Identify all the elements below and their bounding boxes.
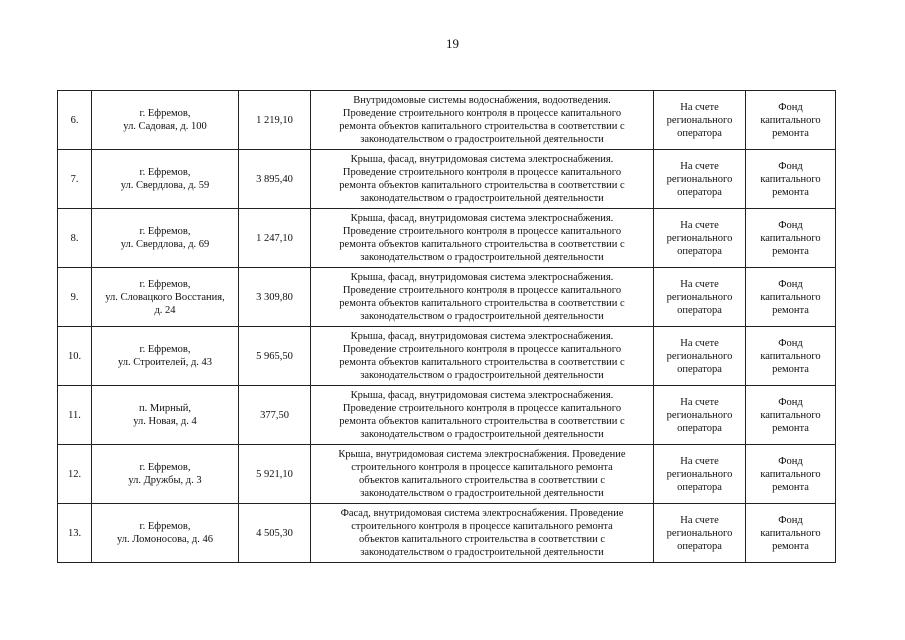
account-line: оператора	[677, 186, 722, 198]
account-cell	[654, 209, 746, 268]
address-line: г. Ефремов,	[139, 462, 191, 473]
works-line: Крыша, фасад, внутридомовая система электроснабжения.	[350, 272, 614, 283]
works-cell	[311, 386, 654, 445]
row-number: 7.	[58, 150, 92, 209]
account-line: регионального	[666, 527, 733, 539]
funding-line: ремонта	[772, 540, 809, 552]
works-line: законодательством о градостроительной деятельности	[360, 488, 604, 499]
funding-line: ремонта	[772, 422, 809, 434]
address-cell	[92, 327, 239, 386]
works-line: Проведение строительного контроля в процессе капитального	[342, 108, 622, 119]
table-row	[58, 504, 836, 563]
funding-line: Фонд	[778, 455, 803, 467]
account-cell	[654, 445, 746, 504]
funding-line: капитального	[760, 527, 821, 539]
account-cell	[654, 268, 746, 327]
address-line: ул. Строителей, д. 43	[117, 357, 213, 368]
table-row	[58, 91, 836, 150]
address-line: ул. Словацкого Восстания,	[105, 291, 225, 303]
works-line: Крыша, фасад, внутридомовая система электроснабжения.	[350, 390, 614, 401]
account-line: оператора	[677, 540, 722, 552]
works-line: Крыша, фасад, внутридомовая система электроснабжения.	[350, 213, 614, 224]
address-cell	[92, 268, 239, 327]
works-line: законодательством о градостроительной деятельности	[360, 252, 604, 263]
address-line: г. Ефремов,	[139, 344, 191, 355]
account-line: регионального	[666, 409, 733, 421]
funding-line: Фонд	[778, 101, 803, 113]
account-line: оператора	[677, 245, 722, 257]
funding-source-cell	[746, 91, 836, 150]
works-cell	[311, 445, 654, 504]
table-row	[58, 268, 836, 327]
works-line: Крыша, фасад, внутридомовая система электроснабжения.	[350, 154, 614, 165]
row-number: 12.	[58, 445, 92, 504]
works-line: Крыша, внутридомовая система электроснабжения. Проведение	[338, 449, 626, 460]
account-line: регионального	[666, 114, 733, 126]
funding-line: ремонта	[772, 481, 809, 493]
works-line: законодательством о градостроительной деятельности	[360, 370, 604, 381]
account-cell	[654, 504, 746, 563]
account-cell	[654, 91, 746, 150]
account-line: регионального	[666, 468, 733, 480]
area-cell: 1 247,10	[239, 209, 311, 268]
works-line: ремонта объектов капитального строительства в соответствии с	[339, 239, 625, 250]
address-line: г. Ефремов,	[139, 521, 191, 532]
works-line: законодательством о градостроительной деятельности	[360, 547, 604, 558]
funding-line: капитального	[760, 291, 821, 303]
account-line: регионального	[666, 173, 733, 185]
account-line: регионального	[666, 350, 733, 362]
works-line: строительного контроля в процессе капитального ремонта	[351, 462, 613, 473]
account-line: оператора	[677, 363, 722, 375]
account-line: оператора	[677, 304, 722, 316]
works-line: Проведение строительного контроля в процессе капитального	[342, 403, 622, 414]
funding-line: ремонта	[772, 245, 809, 257]
works-line: Внутридомовые системы водоснабжения, водоотведения.	[353, 95, 611, 106]
address-line: ул. Ломоносова, д. 46	[117, 534, 213, 545]
address-line: ул. Свердлова, д. 59	[120, 180, 210, 191]
works-line: ремонта объектов капитального строительства в соответствии с	[339, 180, 625, 191]
row-number: 6.	[58, 91, 92, 150]
table-row	[58, 150, 836, 209]
account-line: На счете	[680, 337, 719, 349]
works-cell	[311, 327, 654, 386]
area-cell: 3 309,80	[239, 268, 311, 327]
account-line: На счете	[680, 514, 719, 526]
account-line: На счете	[680, 278, 719, 290]
funding-line: капитального	[760, 173, 821, 185]
row-number: 13.	[58, 504, 92, 563]
works-line: объектов капитального строительства в соответствии с	[359, 534, 605, 545]
funding-source-cell	[746, 150, 836, 209]
row-number: 11.	[58, 386, 92, 445]
funding-source-cell	[746, 445, 836, 504]
works-cell	[311, 150, 654, 209]
works-line: Проведение строительного контроля в процессе капитального	[342, 226, 622, 237]
funding-line: ремонта	[772, 186, 809, 198]
works-line: ремонта объектов капитального строительства в соответствии с	[339, 416, 625, 427]
works-line: Проведение строительного контроля в процессе капитального	[342, 344, 622, 355]
account-line: На счете	[680, 101, 719, 113]
funding-line: капитального	[760, 350, 821, 362]
works-line: ремонта объектов капитального строительства в соответствии с	[339, 298, 625, 309]
account-line: На счете	[680, 396, 719, 408]
funding-line: капитального	[760, 409, 821, 421]
address-line: г. Ефремов,	[139, 226, 191, 237]
address-cell	[92, 445, 239, 504]
works-cell	[311, 91, 654, 150]
address-line: ул. Новая, д. 4	[133, 416, 197, 427]
page-number: 19	[446, 36, 459, 51]
funding-line: Фонд	[778, 160, 803, 172]
works-line: Крыша, фасад, внутридомовая система электроснабжения.	[350, 331, 614, 342]
funding-line: ремонта	[772, 127, 809, 139]
works-line: ремонта объектов капитального строительства в соответствии с	[339, 357, 625, 368]
account-line: На счете	[680, 160, 719, 172]
row-number: 8.	[58, 209, 92, 268]
funding-line: Фонд	[778, 337, 803, 349]
address-line: ул. Садовая, д. 100	[123, 121, 207, 132]
account-line: оператора	[677, 481, 722, 493]
address-line: п. Мирный,	[139, 403, 191, 414]
funding-source-cell	[746, 504, 836, 563]
funding-line: Фонд	[778, 278, 803, 290]
address-line: д. 24	[154, 304, 176, 316]
account-line: регионального	[666, 232, 733, 244]
works-line: законодательством о градостроительной деятельности	[360, 193, 604, 204]
address-cell	[92, 91, 239, 150]
account-cell	[654, 386, 746, 445]
address-line: г. Ефремов,	[139, 108, 191, 119]
table-body	[58, 91, 836, 563]
funding-line: капитального	[760, 468, 821, 480]
works-line: законодательством о градостроительной деятельности	[360, 311, 604, 322]
works-line: ремонта объектов капитального строительства в соответствии с	[339, 121, 625, 132]
funding-source-cell	[746, 327, 836, 386]
address-cell	[92, 209, 239, 268]
account-line: оператора	[677, 127, 722, 139]
account-line: оператора	[677, 422, 722, 434]
works-line: объектов капитального строительства в соответствии с	[359, 475, 605, 486]
funding-line: ремонта	[772, 363, 809, 375]
funding-line: ремонта	[772, 304, 809, 316]
account-line: На счете	[680, 219, 719, 231]
address-line: ул. Дружбы, д. 3	[128, 475, 202, 486]
area-cell: 5 965,50	[239, 327, 311, 386]
address-line: г. Ефремов,	[139, 278, 191, 290]
address-cell	[92, 386, 239, 445]
row-number: 10.	[58, 327, 92, 386]
account-cell	[654, 327, 746, 386]
funding-source-cell	[746, 268, 836, 327]
repair-works-table	[57, 90, 836, 563]
area-cell: 1 219,10	[239, 91, 311, 150]
funding-line: Фонд	[778, 396, 803, 408]
address-cell	[92, 504, 239, 563]
address-line: г. Ефремов,	[139, 167, 191, 178]
works-line: законодательством о градостроительной деятельности	[360, 134, 604, 145]
area-cell: 4 505,30	[239, 504, 311, 563]
table-row	[58, 445, 836, 504]
works-cell	[311, 209, 654, 268]
works-cell	[311, 268, 654, 327]
table-row	[58, 327, 836, 386]
account-line: регионального	[666, 291, 733, 303]
table-row	[58, 386, 836, 445]
funding-line: капитального	[760, 114, 821, 126]
works-line: Фасад, внутридомовая система электроснабжения. Проведение	[340, 508, 624, 519]
area-cell: 5 921,10	[239, 445, 311, 504]
funding-source-cell	[746, 386, 836, 445]
works-line: Проведение строительного контроля в процессе капитального	[342, 167, 622, 178]
address-line: ул. Свердлова, д. 69	[120, 239, 210, 250]
works-line: законодательством о градостроительной деятельности	[360, 429, 604, 440]
funding-line: Фонд	[778, 219, 803, 231]
works-line: строительного контроля в процессе капитального ремонта	[351, 521, 613, 532]
account-cell	[654, 150, 746, 209]
works-line: Проведение строительного контроля в процессе капитального	[342, 285, 622, 296]
funding-source-cell	[746, 209, 836, 268]
table-row	[58, 209, 836, 268]
funding-line: Фонд	[778, 514, 803, 526]
area-cell: 377,50	[239, 386, 311, 445]
area-cell: 3 895,40	[239, 150, 311, 209]
account-line: На счете	[680, 455, 719, 467]
row-number: 9.	[58, 268, 92, 327]
works-cell	[311, 504, 654, 563]
funding-line: капитального	[760, 232, 821, 244]
address-cell	[92, 150, 239, 209]
